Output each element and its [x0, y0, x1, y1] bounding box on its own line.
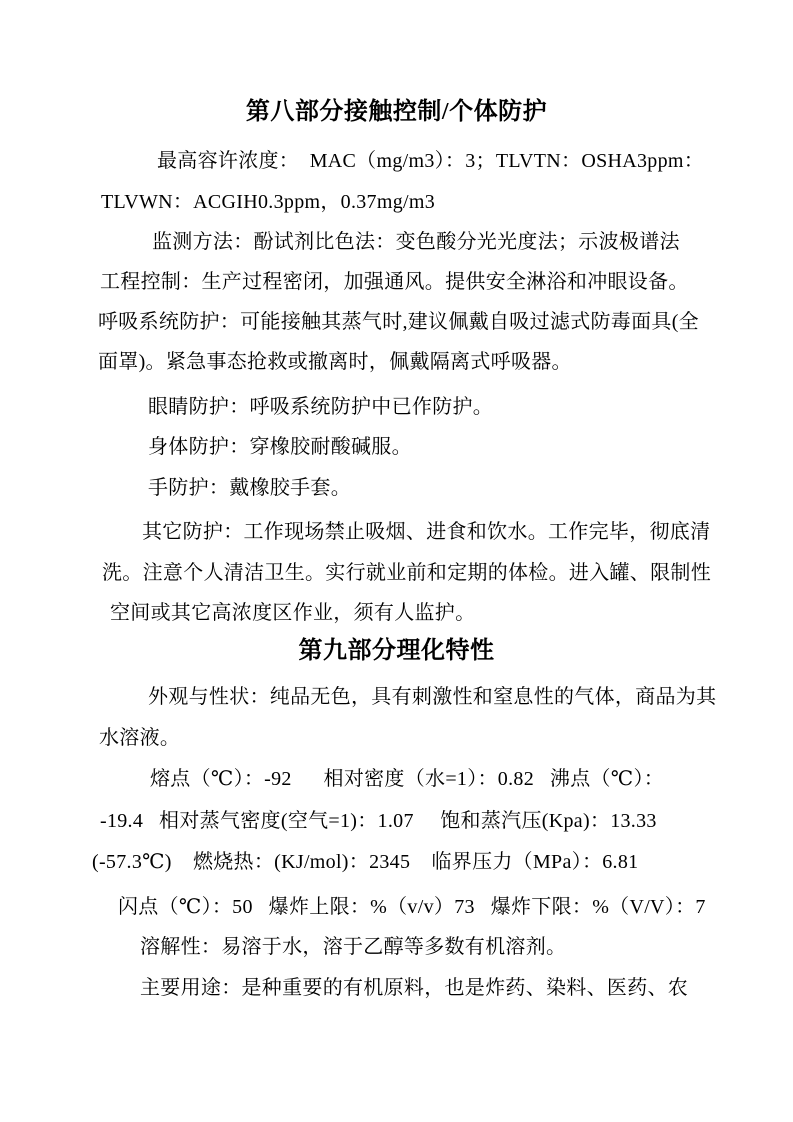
text-line: 主要用途：是种重要的有机原料，也是炸药、染料、医药、农 [140, 977, 689, 999]
text-line: 面罩)。紧急事态抢救或撤离时，佩戴隔离式呼吸器。 [98, 351, 572, 373]
text-line: 洗。注意个人清洁卫生。实行就业前和定期的体检。进入罐、限制性 [102, 562, 711, 584]
section-9-heading: 第九部分理化特性 [298, 638, 495, 664]
text-line: 其它防护：工作现场禁止吸烟、进食和饮水。工作完毕，彻底清 [142, 521, 711, 543]
text-line: 外观与性状：纯品无色，具有刺激性和窒息性的气体，商品为其 [148, 686, 717, 708]
text-line: 手防护：戴橡胶手套。 [148, 477, 351, 499]
text-line: 空间或其它高浓度区作业，须有人监护。 [110, 602, 476, 624]
text-line: 身体防护：穿橡胶耐酸碱服。 [148, 436, 412, 458]
text-line: 眼睛防护：呼吸系统防护中已作防护。 [148, 396, 494, 418]
text-line: 工程控制：生产过程密闭，加强通风。提供安全淋浴和冲眼设备。 [100, 271, 689, 293]
text-line: 监测方法：酚试剂比色法：变色酸分光光度法；示波极谱法 [152, 231, 680, 253]
text-line: (-57.3℃) 燃烧热：(KJ/mol)：2345 临界压力（MPa）：6.81 [92, 851, 639, 873]
section-8-heading: 第八部分接触控制/个体防护 [245, 99, 548, 125]
text-line: 闪点（℃）：50 爆炸上限：%（v/v）73 爆炸下限：%（V/V）：7 [118, 896, 706, 918]
text-line: 熔点（℃）：-92 相对密度（水=1）：0.82 沸点（℃）： [150, 768, 665, 790]
text-line: TLVWN：ACGIH0.3ppm，0.37mg/m3 [101, 191, 436, 213]
text-line: 呼吸系统防护：可能接触其蒸气时,建议佩戴自吸过滤式防毒面具(全 [98, 311, 699, 333]
text-line: 最高容许浓度： MAC（mg/m3）：3；TLVTN：OSHA3ppm： [157, 150, 705, 172]
text-line: -19.4 相对蒸气密度(空气=1)：1.07 饱和蒸汽压(Kpa)：13.33 [100, 810, 657, 832]
text-line: 溶解性：易溶于水，溶于乙醇等多数有机溶剂。 [140, 936, 567, 958]
text-line: 水溶液。 [99, 727, 181, 749]
